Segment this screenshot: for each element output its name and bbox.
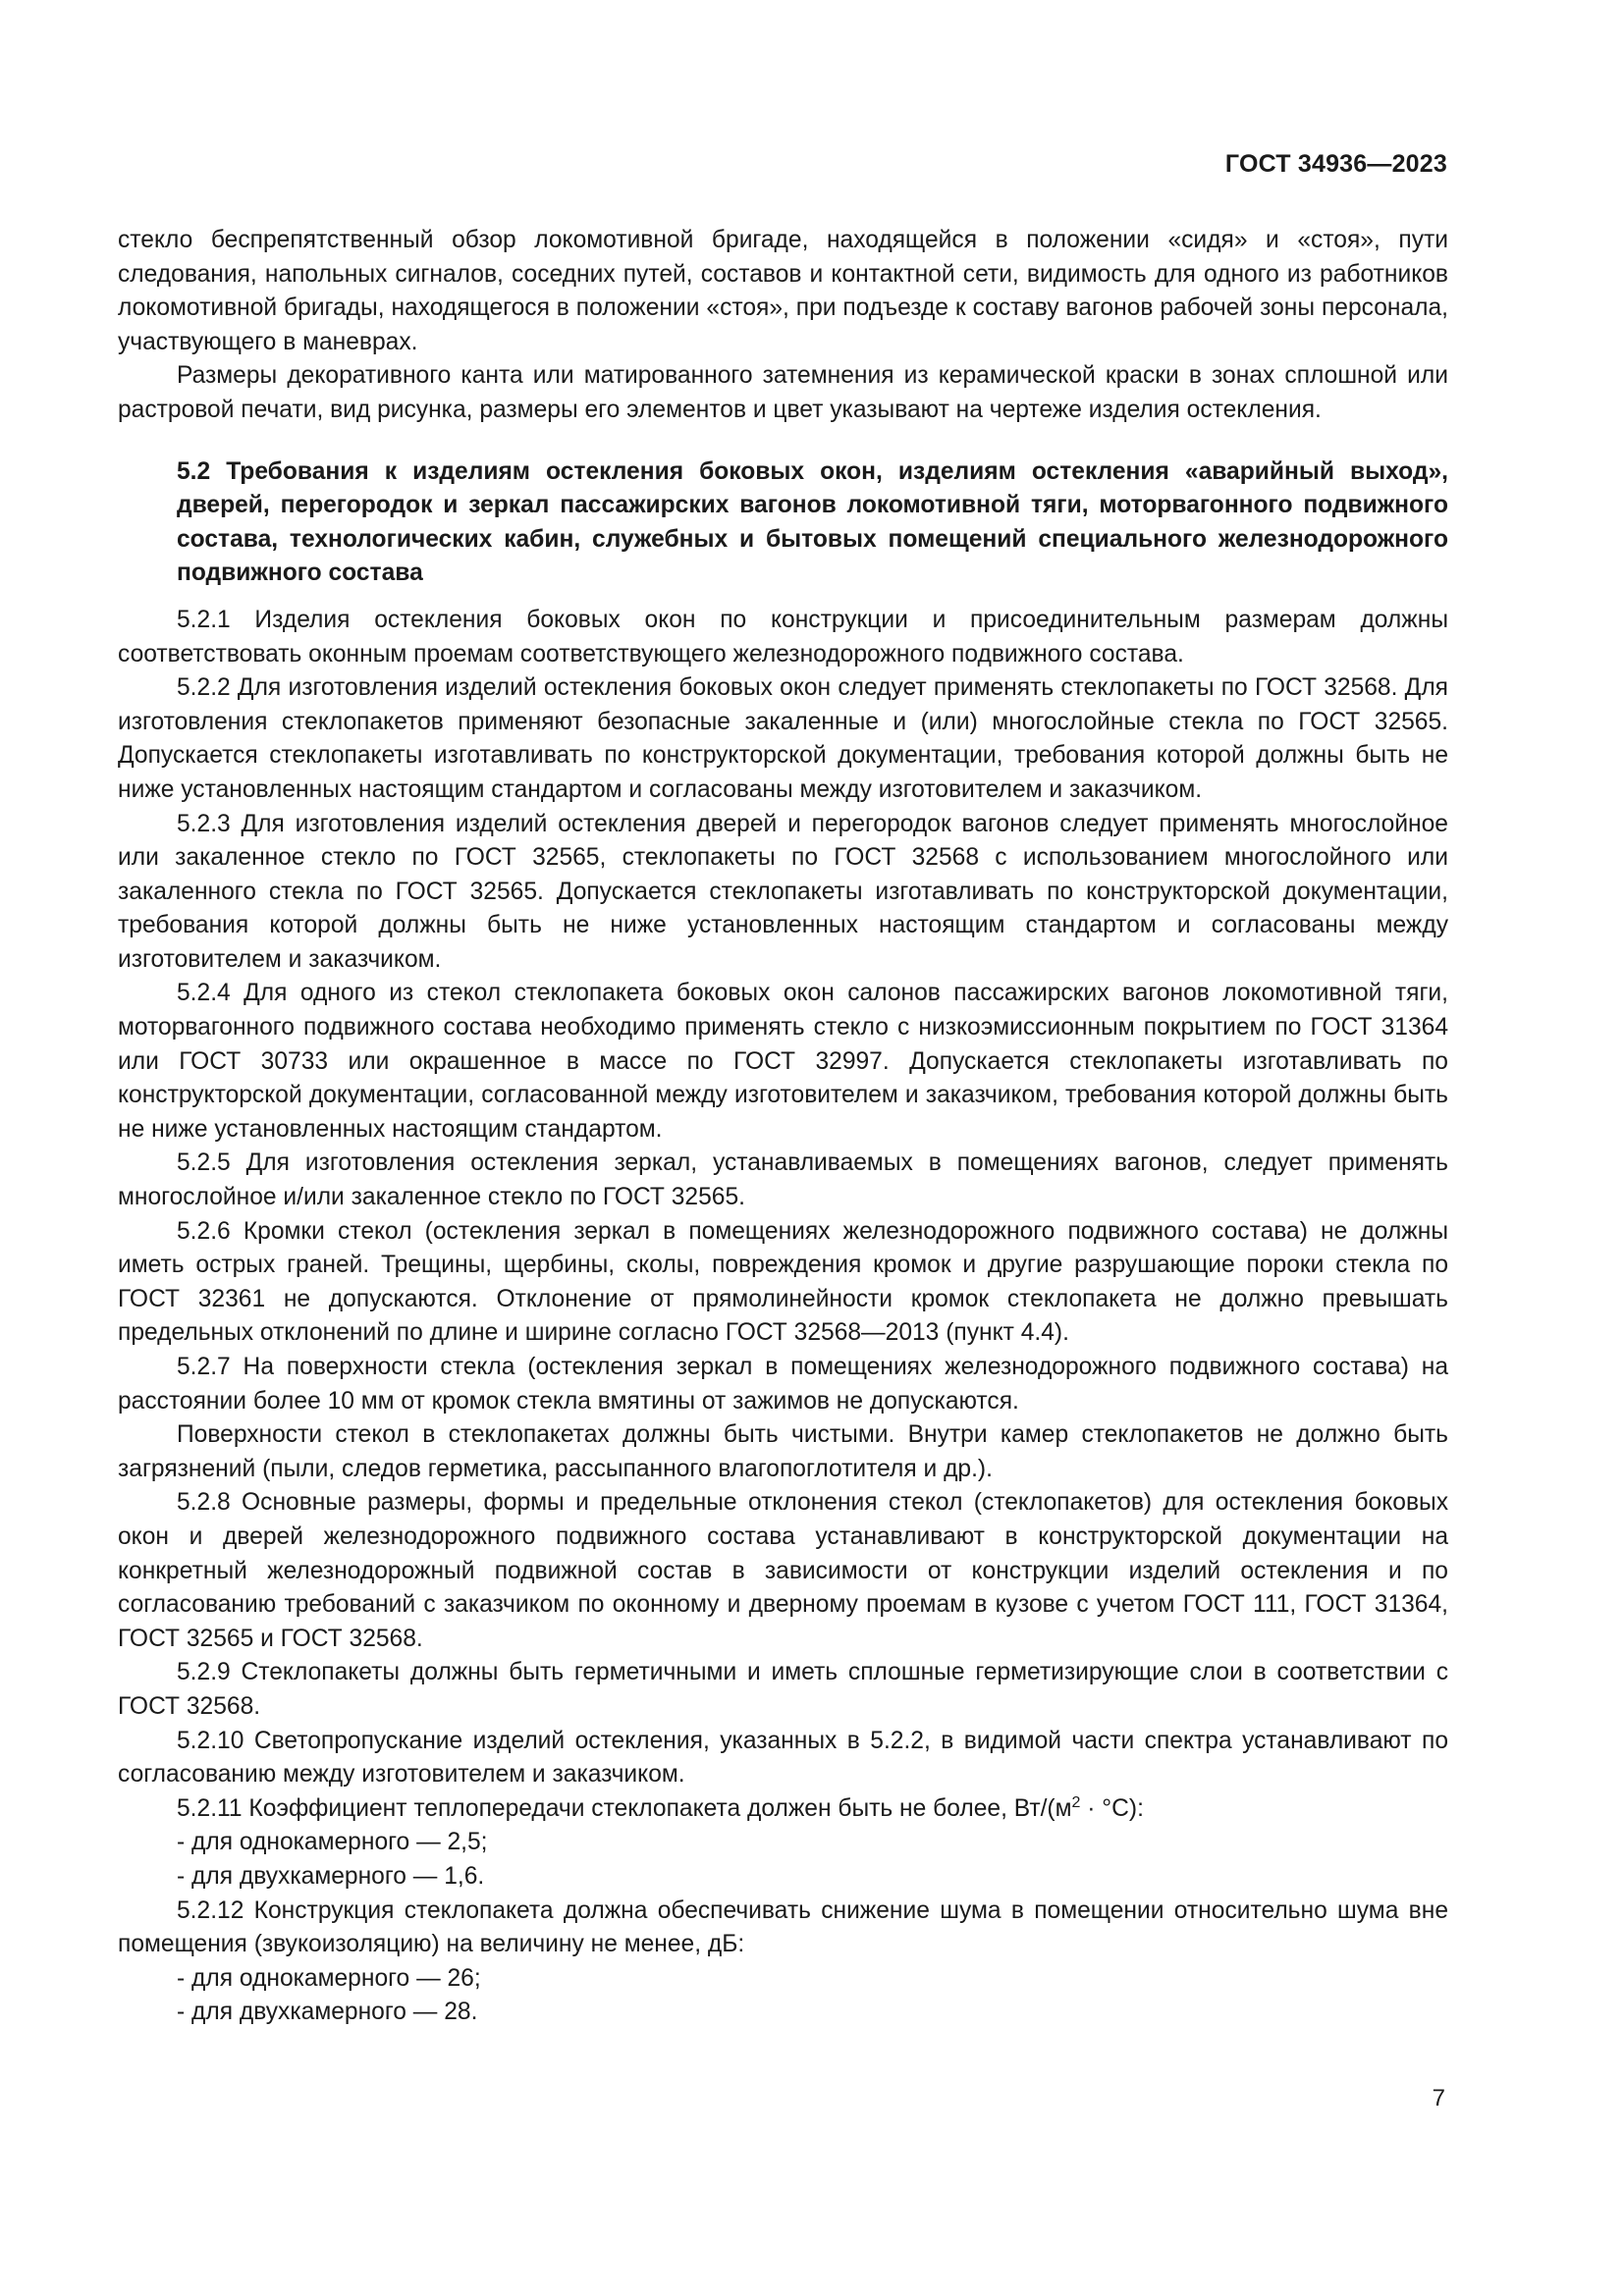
document-body — [118, 224, 1448, 2030]
clause-5-2-4: 5.2.4 Для одного из стекол стеклопакета боковых окон салонов пассажирских вагонов локомотивной тяги, моторвагонного подвижного состава необходимо применять стекло с низкоэмиссионным покрытием по ГОСТ 31364 или ГОСТ 30733 или окрашенное в массе по ГОСТ 32997. Допускается стеклопакеты изготавливать по конструкторской документации, согласованной между изготовителем и заказчиком, требования которой должны быть не ниже установленных настоящим стандартом. — [118, 980, 1448, 1143]
list-item: - для однокамерного — 26; — [177, 1964, 481, 1992]
list-item: - для однокамерного — 2,5; — [177, 1829, 488, 1856]
clause-5-2-11-text: 5.2.11 Коэффициент теплопередачи стеклопакета должен быть не более, Вт/(м — [177, 1794, 1072, 1822]
superscript-squared: 2 — [1071, 1793, 1081, 1811]
page-number: 7 — [1432, 2085, 1445, 2111]
clause-5-2-11-unit: · °С): — [1080, 1794, 1144, 1822]
clause-5-2-12: 5.2.12 Конструкция стеклопакета должна обеспечивать снижение шума в помещении относительно шума вне помещения (звукоизоляцию) на величину не менее, дБ: — [118, 1896, 1448, 1958]
clause-5-2-3: 5.2.3 Для изготовления изделий остекления дверей и перегородок вагонов следует применять многослойное или закаленное стекло по ГОСТ 32565, стеклопакеты по ГОСТ 32568 с использованием многослойного или закаленного стекла по ГОСТ 32565. Допускается стеклопакеты изготавливать по конструкторской документации, требования которой должны быть не ниже установленных настоящим стандартом и согласованы между изготовителем и заказчиком. — [118, 810, 1448, 973]
section-heading-5-2: 5.2 Требования к изделиям остекления боковых окон, изделиям остекления «аварийный выход», дверей, перегородок и зеркал пассажирских вагонов локомотивной тяги, моторвагонного подвижного состава, технологических кабин, служебных и бытовых помещений специального железнодорожного подвижного состава — [177, 457, 1448, 587]
clause-5-2-5: 5.2.5 Для изготовления остекления зеркал, устанавливаемых в помещениях вагонов, следует применять многослойное и/или закаленное стекло по ГОСТ 32565. — [118, 1149, 1448, 1211]
clause-5-2-10: 5.2.10 Светопропускание изделий остекления, указанных в 5.2.2, в видимой части спектра устанавливают по согласованию между изготовителем и заказчиком. — [118, 1727, 1448, 1789]
clause-5-2-7-surfaces: Поверхности стекол в стеклопакетах должны быть чистыми. Внутри камер стеклопакетов не должно быть загрязнений (пыли, следов герметика, рассыпанного влагопоглотителя и др.). — [118, 1421, 1448, 1482]
clause-5-2-11 — [118, 1792, 1448, 1827]
document-code-header: ГОСТ 34936—2023 — [1224, 150, 1447, 178]
clause-5-2-7: 5.2.7 На поверхности стекла (остекления зеркал в помещениях железнодорожного подвижного состава) на расстоянии более 10 мм от кромок стекла вмятины от зажимов не допускаются. — [118, 1354, 1448, 1415]
paragraph-continuation: стекло беспрепятственный обзор локомотивной бригаде, находящейся в положении «сидя» и «стоя», пути следования, напольных сигналов, соседних путей, составов и контактной сети, видимость для одного из работников локомотивной бригады, находящегося в положении «стоя», при подъезде к составу вагонов рабочей зоны персонала, участвующего в маневрах. — [118, 227, 1448, 355]
paragraph-decorative-edging: Размеры декоративного канта или матированного затемнения из керамической краски в зонах сплошной или растровой печати, вид рисунка, размеры его элементов и цвет указывают на чертеже изделия остекления. — [118, 362, 1448, 423]
clause-5-2-1: 5.2.1 Изделия остекления боковых окон по конструкции и присоединительным размерам должны соответствовать оконным проемам соответствующего железнодорожного подвижного состава. — [118, 606, 1448, 667]
clause-5-2-6: 5.2.6 Кромки стекол (остекления зеркал в помещениях железнодорожного подвижного состава) не должны иметь острых граней. Трещины, щербины, сколы, повреждения кромок и другие разрушающие пороки стекла по ГОСТ 32361 не допускаются. Отклонение от прямолинейности кромок стеклопакета не должно превышать предельных отклонений по длине и ширине согласно ГОСТ 32568—2013 (пункт 4.4). — [118, 1217, 1448, 1347]
list-item: - для двухкамерного — 28. — [177, 1999, 478, 2026]
clause-5-2-2: 5.2.2 Для изготовления изделий остекления боковых окон следует применять стеклопакеты по ГОСТ 32568. Для изготовления стеклопакетов применяют безопасные закаленные и (или) многослойные стекла по ГОСТ 32565. Допускается стеклопакеты изготавливать по конструкторской документации, требования которой должны быть не ниже установленных настоящим стандартом и согласованы между изготовителем и заказчиком. — [118, 674, 1448, 803]
clause-5-2-9: 5.2.9 Стеклопакеты должны быть герметичными и иметь сплошные герметизирующие слои в соответствии с ГОСТ 32568. — [118, 1659, 1448, 1720]
list-item: - для двухкамерного — 1,6. — [177, 1862, 485, 1890]
clause-5-2-8: 5.2.8 Основные размеры, формы и предельные отклонения стекол (стеклопакетов) для остекления боковых окон и дверей железнодорожного подвижного состава устанавливают в конструкторской документации на конкретный железнодорожный подвижной состав в зависимости от конструкции изделий остекления и по согласованию требований с заказчиком по оконному и дверному проемам в кузове с учетом ГОСТ 111, ГОСТ 31364, ГОСТ 32565 и ГОСТ 32568. — [118, 1489, 1448, 1652]
